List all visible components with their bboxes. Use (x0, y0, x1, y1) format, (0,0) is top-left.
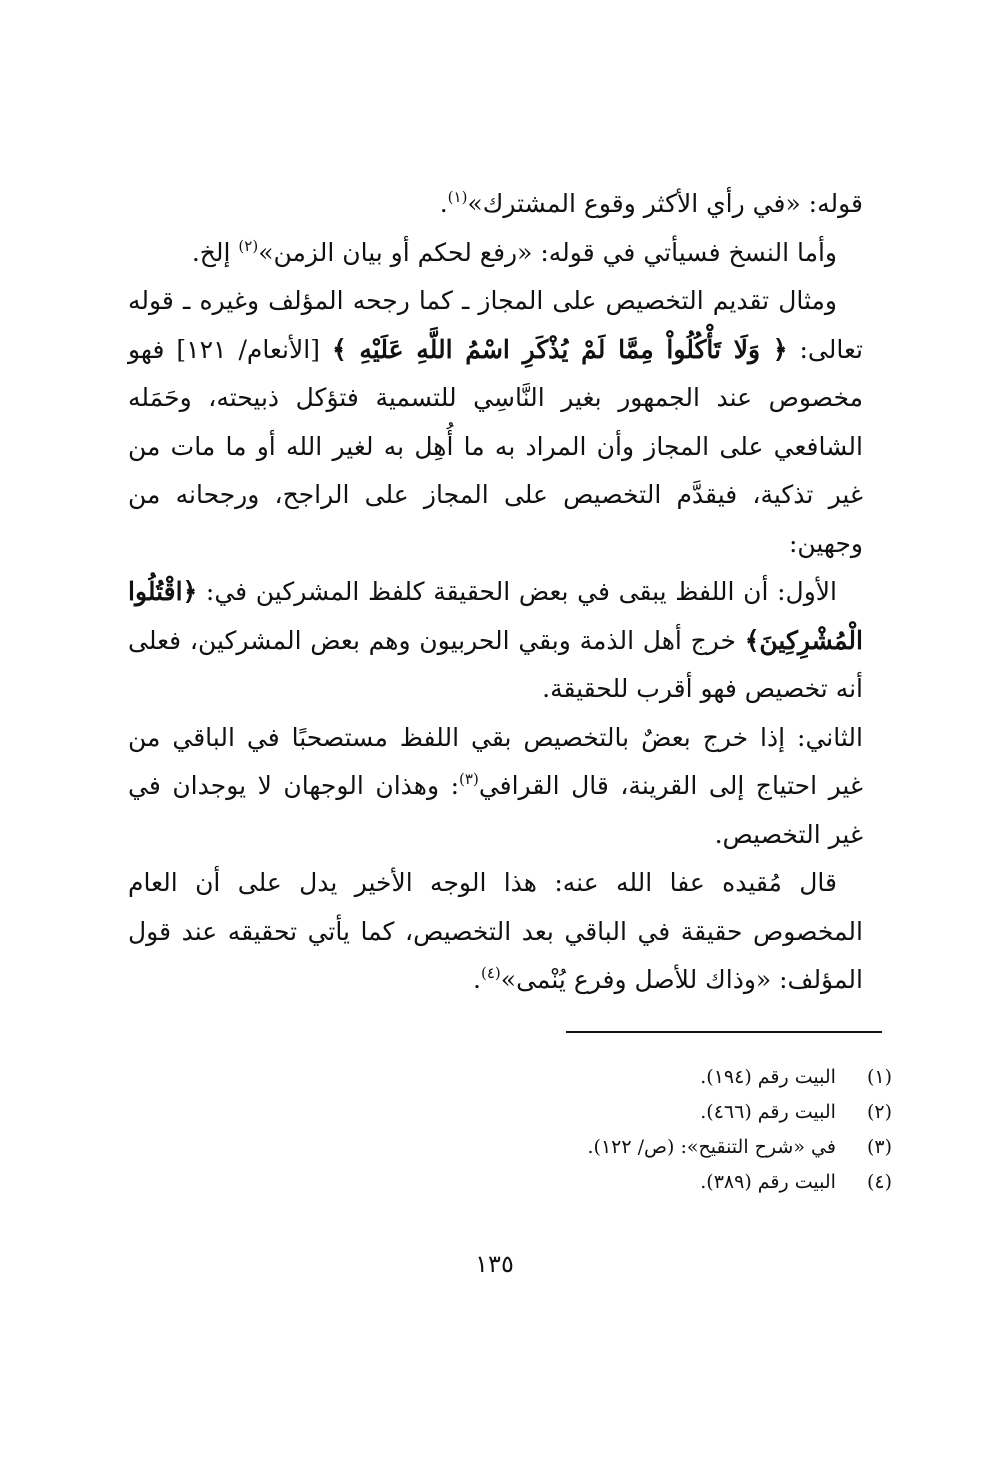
paragraph-text: وأما النسخ فسيأتي في قوله: «رفع لحكم أو بيان الزمن» (258, 237, 837, 267)
footnote-ref[interactable]: (٤) (481, 964, 501, 982)
paragraph-text: : وهذان الوجهان لا يوجدان في غير التخصيص. (128, 771, 863, 849)
footnote-text: البيت رقم (١٩٤). (700, 1066, 836, 1088)
paragraph-text: خرج أهل الذمة وبقي الحربيون وهم بعض المشركين، فعلى أنه تخصيص فهو أقرب للحقيقة. (128, 625, 863, 703)
footnote-number: (١) (866, 1066, 892, 1088)
paragraph-text: قوله: «في رأي الأكثر وقوع المشترك» (467, 189, 863, 218)
footnote-item (300, 1165, 892, 1200)
footnote-item (300, 1095, 892, 1130)
footnote-item (300, 1060, 892, 1095)
footnote-text: البيت رقم (٣٨٩). (700, 1171, 836, 1193)
paragraph-end: . (439, 189, 448, 218)
footnote-number: (٤) (866, 1171, 892, 1193)
footnote-number: (٣) (866, 1136, 892, 1158)
paragraph-text: فهو مخصوص عند الجمهور بغير النَّاسِي للتسمية فتؤكل ذبيحته، وحَمَله الشافعي على المجاز وأن المراد به ما أُهِل به لغير الله أو ما مات من غير تذكية، فيقدَّم التخصيص على المجاز على الراجح، ورجحانه من وجهين: (128, 334, 863, 558)
paragraph-end: إلخ. (191, 237, 239, 267)
paragraph-4 (128, 568, 863, 714)
footnote-ref[interactable]: (٢) (238, 236, 259, 255)
paragraph-3 (128, 277, 863, 568)
footnote-number: (٢) (866, 1101, 892, 1123)
footnote-text: في «شرح التنقيح»: (ص/ ١٢٢). (587, 1136, 836, 1158)
paragraph-5 (128, 714, 863, 860)
paragraph-2 (128, 229, 863, 278)
footnote-item (300, 1130, 892, 1165)
paragraph-6 (128, 859, 863, 1005)
paragraph-text: الأول: أن اللفظ يبقى في بعض الحقيقة كلفظ المشركين في: (197, 577, 837, 606)
footnote-ref[interactable]: (١) (447, 188, 468, 206)
footnote-text: البيت رقم (٤٦٦). (700, 1101, 836, 1123)
paragraph-text: الثاني: إذا خرج بعضٌ بالتخصيص بقي اللفظ مستصحبًا في الباقي من غير احتياج إلى القرينة، قال القرافي (128, 722, 863, 800)
quran-verse: ﴿ وَلَا تَأْكُلُواْ مِمَّا لَمْ يُذْكَرِ اسْمُ اللَّهِ عَلَيْهِ ﴾ (331, 334, 788, 364)
verse-reference: [الأنعام/ ١٢١] (176, 334, 332, 364)
main-text (128, 180, 863, 1005)
paragraph-1 (128, 180, 863, 229)
paragraph-end: . (473, 965, 481, 994)
quran-verse: ﴿اقْتُلُوا الْمُشْرِكِينَ﴾ (128, 577, 863, 655)
paragraph-text: ومثال تقديم التخصيص على المجاز ـ كما رجحه المؤلف وغيره ـ قوله تعالى: (128, 286, 864, 364)
footnote-ref[interactable]: (٣) (459, 770, 479, 788)
footnotes (300, 1060, 892, 1200)
footnote-divider (566, 1031, 882, 1033)
page-number: ١٣٥ (475, 1250, 514, 1278)
paragraph-text: قال مُقيده عفا الله عنه: هذا الوجه الأخير يدل على أن العام المخصوص حقيقة في الباقي بعد التخصيص، كما يأتي تحقيقه عند قول المؤلف: «وذاك للأصل وفرع يُنْمى» (128, 868, 863, 994)
